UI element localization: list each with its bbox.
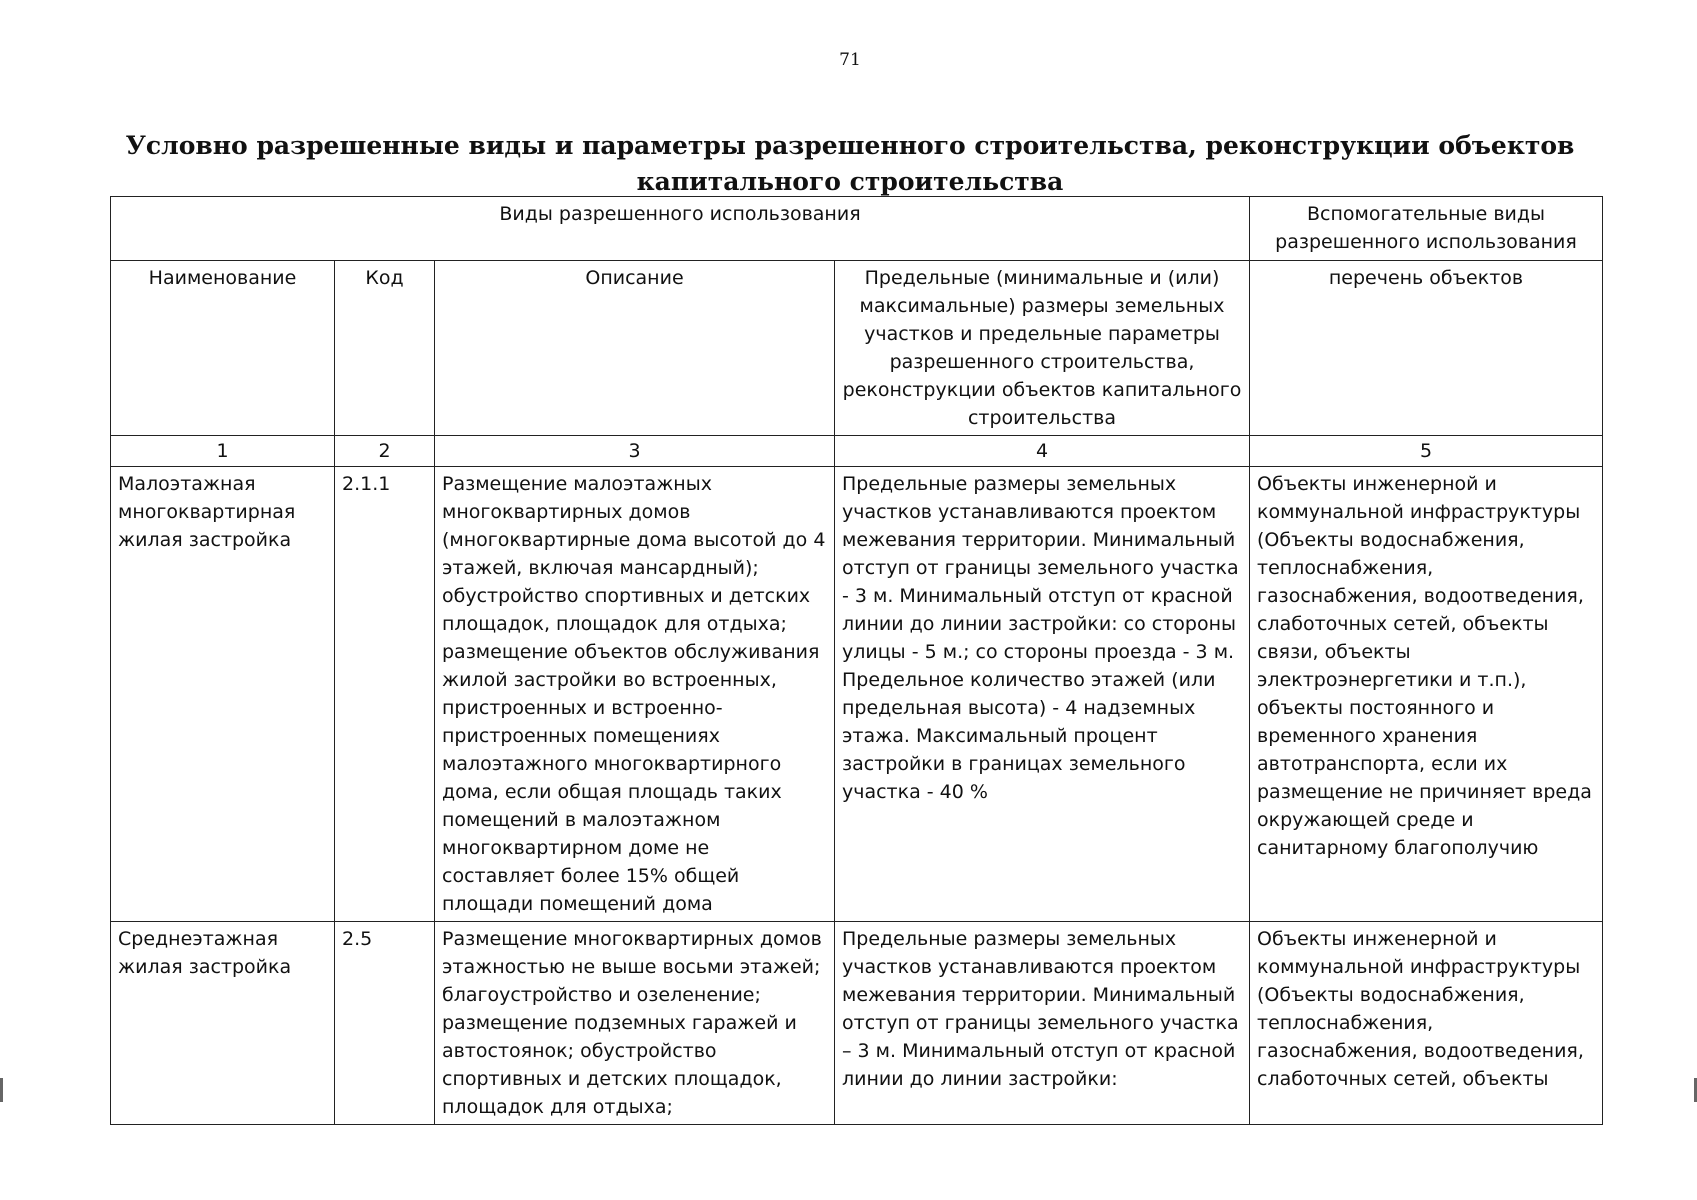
use-description: Размещение малоэтажных многоквартирных домов (многоквартирные дома высотой до 4 этажей, включая мансардный); обустройство спортивных и детских площадок, площадок для отдыха; размещение объектов обслуживания жилой застройки во встроенных, пристроенных и встроенно-пристроенных помещениях малоэтажного многоквартирного дома, если общая площадь таких помещений в малоэтажном многоквартирном доме не составляет более 15% общей площади помещений дома — [435, 467, 835, 922]
scan-margin-mark — [0, 1078, 3, 1102]
table-row — [111, 467, 1603, 922]
header-description: Описание — [435, 261, 835, 436]
use-description: Размещение многоквартирных домов этажностью не выше восьми этажей; благоустройство и озеленение; размещение подземных гаражей и автостоянок; обустройство спортивных и детских площадок, площадок для отдыха; — [435, 922, 835, 1125]
use-code: 2.1.1 — [335, 467, 435, 922]
column-number-row — [111, 436, 1603, 467]
group-header-aux: Вспомогательные виды разрешенного использования — [1250, 197, 1603, 261]
column-number: 2 — [335, 436, 435, 467]
column-number: 4 — [835, 436, 1250, 467]
header-limits: Предельные (минимальные и (или) максимальные) размеры земельных участков и предельные параметры разрешенного строительства, реконструкции объектов капитального строительства — [835, 261, 1250, 436]
column-number: 3 — [435, 436, 835, 467]
aux-objects: Объекты инженерной и коммунальной инфраструктуры (Объекты водоснабжения, теплоснабжения, газоснабжения, водоотведения, слаботочных сетей, объекты — [1250, 922, 1603, 1125]
use-limits: Предельные размеры земельных участков устанавливаются проектом межевания территории. Минимальный отступ от границы земельного участка - 3 м. Минимальный отступ от красной линии до линии застройки: со стороны улицы - 5 м.; со стороны проезда - 3 м. Предельное количество этажей (или предельная высота) - 4 надземных этажа. Максимальный процент застройки в границах земельного участка - 40 % — [835, 467, 1250, 922]
header-aux-list: перечень объектов — [1250, 261, 1603, 436]
aux-objects: Объекты инженерной и коммунальной инфраструктуры (Объекты водоснабжения, теплоснабжения, газоснабжения, водоотведения, слаботочных сетей, объекты связи, объекты электроэнергетики и т.п.), объекты постоянного и временного хранения автотранспорта, если их размещение не причиняет вреда окружающей среде и санитарному благополучию — [1250, 467, 1603, 922]
permitted-use-table — [110, 196, 1603, 1125]
use-name: Малоэтажная многоквартирная жилая застройка — [111, 467, 335, 922]
use-limits: Предельные размеры земельных участков устанавливаются проектом межевания территории. Минимальный отступ от границы земельного участка – 3 м. Минимальный отступ от красной линии до линии застройки: — [835, 922, 1250, 1125]
header-name: Наименование — [111, 261, 335, 436]
column-number: 1 — [111, 436, 335, 467]
document-title: Условно разрешенные виды и параметры разрешенного строительства, реконструкции объектов капитального строительства — [125, 131, 1575, 196]
header-code: Код — [335, 261, 435, 436]
page-number: 71 — [839, 50, 861, 70]
use-name: Среднеэтажная жилая застройка — [111, 922, 335, 1125]
column-number: 5 — [1250, 436, 1603, 467]
table-row — [111, 922, 1603, 1125]
use-code: 2.5 — [335, 922, 435, 1125]
group-header-main: Виды разрешенного использования — [111, 197, 1250, 261]
